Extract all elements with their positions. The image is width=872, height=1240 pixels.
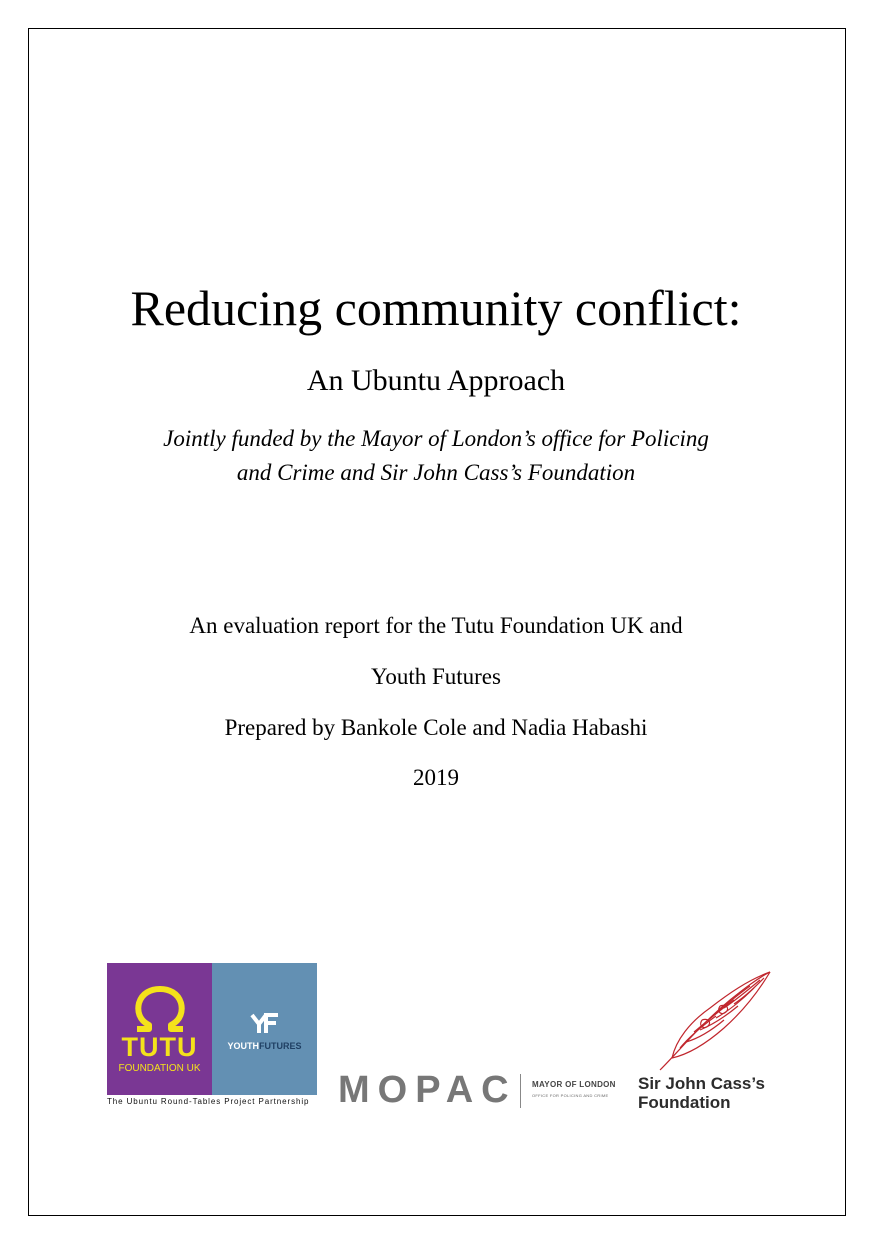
quill-icon	[650, 970, 772, 1074]
youth-futures-word-1: YOUTH	[227, 1041, 259, 1051]
publication-year: 2019	[413, 765, 459, 790]
tutu-logo-name: TUTU	[121, 1032, 198, 1062]
youth-futures-word-2: FUTURES	[259, 1041, 302, 1051]
report-subtitle: An Ubuntu Approach	[306, 364, 566, 397]
sir-john-cass-logo-text	[638, 1074, 765, 1112]
youth-futures-logo-text	[212, 1041, 317, 1051]
mopac-divider	[520, 1074, 521, 1108]
tutu-foundation-logo	[107, 963, 212, 1095]
youth-futures-logo	[212, 963, 317, 1095]
omega-icon	[129, 985, 191, 1033]
report-description-line-2: Youth Futures	[371, 664, 501, 689]
mayor-of-london-label: MAYOR OF LONDON	[532, 1080, 616, 1089]
funding-statement	[0, 422, 872, 490]
report-title: Reducing community conflict:	[130, 280, 742, 336]
funding-line-1: Jointly funded by the Mayor of London’s office for Policing	[163, 426, 709, 451]
cass-line-2: Foundation	[638, 1093, 731, 1112]
yf-monogram-icon	[250, 1013, 280, 1035]
tutu-logo-subtitle: FOUNDATION UK	[118, 1063, 201, 1074]
cass-line-1: Sir John Cass’s	[638, 1074, 765, 1093]
policing-office-label: OFFICE FOR POLICING AND CRIME	[532, 1093, 609, 1098]
authors: Prepared by Bankole Cole and Nadia Habashi	[224, 715, 648, 740]
mopac-logo: MOPAC	[338, 1069, 517, 1111]
partnership-caption: The Ubuntu Round-Tables Project Partnership	[107, 1097, 310, 1106]
funding-line-2: and Crime and Sir John Cass’s Foundation	[236, 460, 636, 485]
report-description-line-1: An evaluation report for the Tutu Foundation UK and	[189, 613, 683, 638]
